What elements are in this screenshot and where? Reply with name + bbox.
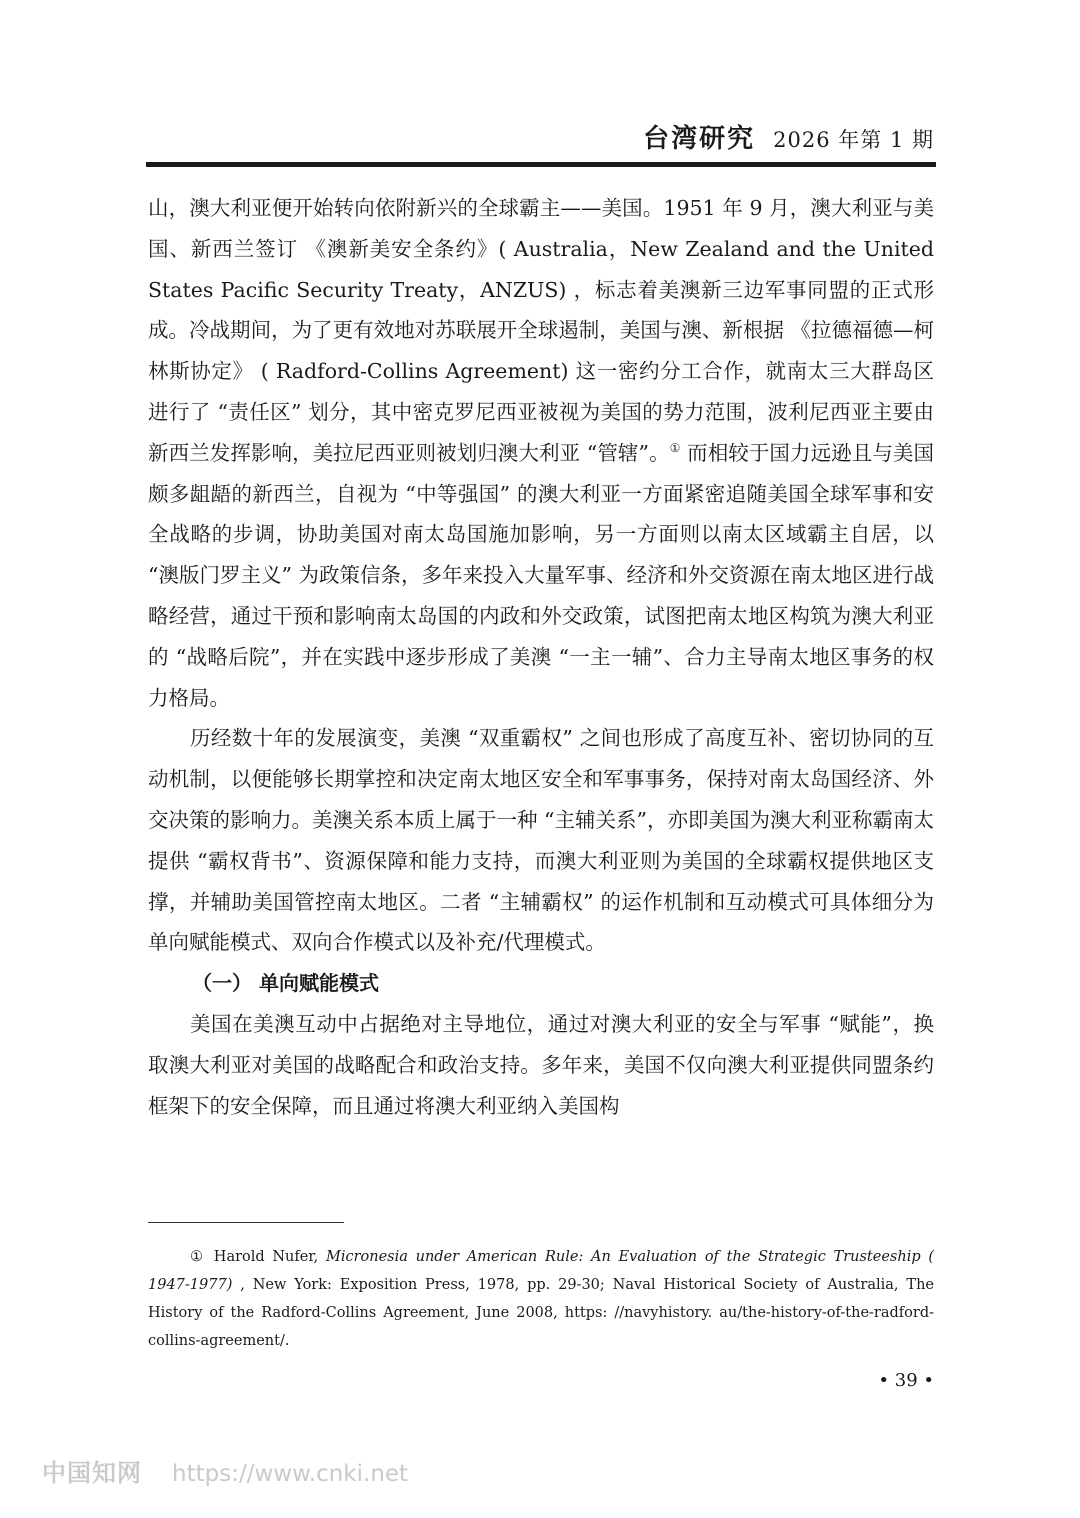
body-paragraph: 美国在美澳互动中占据绝对主导地位，通过对澳大利亚的安全与军事 “赋能”，换取澳大利亚对美国的战略配合和政治支持。多年来，美国不仅向澳大利亚提供同盟条约框架下的安全保障，而且通过将澳大利亚纳入美国构 [148,1011,934,1118]
watermark-brand: 中国知网 [42,1459,142,1487]
article-body [148,188,934,1126]
footnote-author: Harold Nufer, [206,1249,326,1265]
watermark-url: https://www.cnki.net [172,1461,409,1487]
footnote-citation: , New York: Exposition Press, 1978, pp. 29-30; Naval Historical Society of Australia, The History of the Radford-Collins Agreement, June 2008, https: //navyhistory. au/the-history-of-the-radford-collins-agreement/. [148,1277,934,1349]
footnote-marker: ① [190,1249,207,1265]
header-rule [146,162,936,167]
page-number: • 39 • [878,1370,934,1391]
running-header [148,118,934,162]
section-subheading: （一） 单向赋能模式 [192,971,379,996]
journal-title: 台湾研究 [643,124,756,154]
footnote-rule [148,1222,344,1223]
footnote-book-title: Micronesia under American Rule: An Evaluation of the Strategic Trusteeship ( 1947-1977) [148,1249,934,1293]
footnote [148,1243,934,1355]
body-paragraph: 历经数十年的发展演变，美澳 “双重霸权” 之间也形成了高度互补、密切协同的互动机制，以便能够长期掌控和决定南太地区安全和军事事务，保持对南太岛国经济、外交决策的影响力。美澳关系本质上属于一种 “主辅关系”，亦即美国为澳大利亚称霸南太提供 “霸权背书”、资源保障和能力支持，而澳大利亚则为美国的全球霸权提供地区支撑，并辅助美国管控南太地区。二者 “主辅霸权” 的运作机制和互动模式可具体细分为单向赋能模式、双向合作模式以及补充/代理模式。 [148,726,934,955]
paragraph-text: 山，澳大利亚便开始转向依附新兴的全球霸主——美国。1951 年 9 月，澳大利亚与美国、新西兰签订 《澳新美安全条约》( Australia，New Zealand and the United States Pacific Security Treaty，ANZUS) ，标志着美澳新三边军事同盟的正式形成。冷战期间，为了更有效地对苏联展开全球遏制，美国与澳、新根据 《拉德福德—柯林斯协定》 ( Radford-Collins Agreement) 这一密约分工合作，就南太三大群岛区进行了 “责任区” 划分，其中密克罗尼西亚被视为美国的势力范围，波利尼西亚主要由新西兰发挥影响，美拉尼西亚则被划归澳大利亚 “管辖”。 [148,196,934,465]
cnki-watermark [42,1453,408,1488]
paragraph-text-continued: 而相较于国力远逊且与美国颇多龃龉的新西兰，自视为 “中等强国” 的澳大利亚一方面紧密追随美国全球军事和安全战略的步调，协助美国对南太岛国施加影响，另一方面则以南太区域霸主自居，以 “澳版门罗主义” 为政策信条，多年来投入大量军事、经济和外交资源在南太地区进行战略经营，通过干预和影响南太岛国的内政和外交政策，试图把南太地区构筑为澳大利亚的 “战略后院”，并在实践中逐步形成了美澳 “一主一辅”、合力主导南太地区事务的权力格局。 [148,440,935,710]
footnote-ref[interactable]: ① [669,440,681,455]
body-paragraph [148,188,934,718]
issue-label: 2026 年第 1 期 [773,128,934,152]
